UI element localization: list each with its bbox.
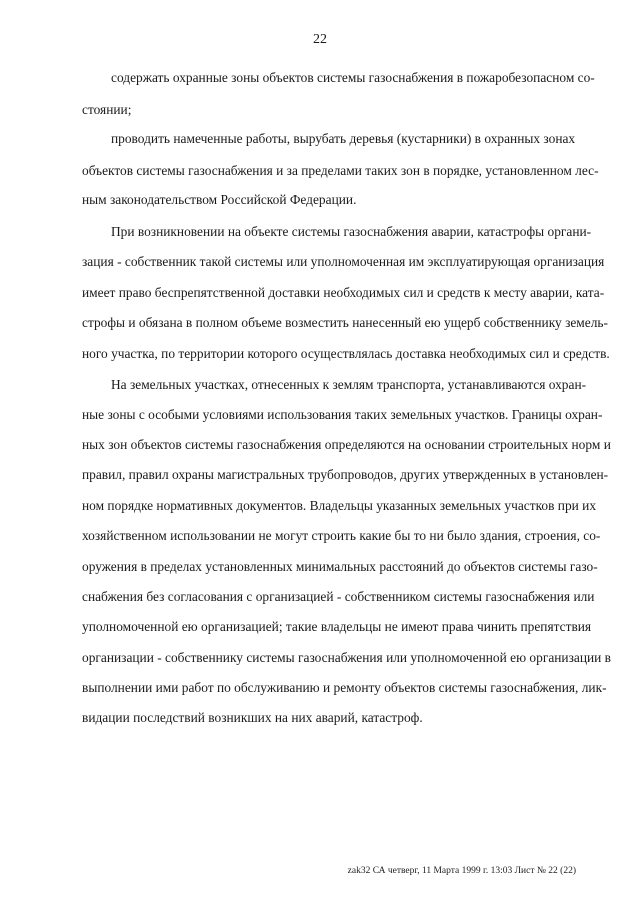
- page-number: 22: [313, 32, 327, 47]
- text-line: ных зон объектов системы газоснабжения определяются на основании строительных норм и: [82, 437, 611, 452]
- text-line: содержать охранные зоны объектов системы газоснабжения в пожаробезопасном со-: [111, 70, 595, 85]
- text-line: оружения в пределах установленных минимальных расстояний до объектов системы газо-: [82, 559, 598, 574]
- text-line: объектов системы газоснабжения и за пределами таких зон в порядке, установленном лес-: [82, 163, 599, 178]
- text-line: ного участка, по территории которого осуществлялась доставка необходимых сил и средств.: [82, 346, 610, 361]
- text-line: На земельных участках, отнесенных к землям транспорта, устанавливаются охран-: [111, 377, 587, 392]
- text-line: снабжения без согласования с организацией - собственником системы газоснабжения или: [82, 589, 595, 604]
- text-line: правил, правил охраны магистральных трубопроводов, других утвержденных в установлен-: [82, 467, 609, 482]
- text-line: строфы и обязана в полном объеме возместить нанесенный ею ущерб собственнику земель-: [82, 315, 608, 330]
- text-line: проводить намеченные работы, вырубать деревья (кустарники) в охранных зонах: [111, 131, 576, 146]
- text-line: стоянии;: [82, 102, 132, 117]
- text-line: выполнении ими работ по обслуживанию и ремонту объектов системы газоснабжения, лик-: [82, 680, 607, 695]
- text-line: При возникновении на объекте системы газоснабжения аварии, катастрофы органи-: [111, 224, 592, 239]
- text-line: ном порядке нормативных документов. Владельцы указанных земельных участков при их: [82, 498, 597, 513]
- page-footer: zak32 СА четверг, 11 Марта 1999 г. 13:03 Лист № 22 (22): [347, 866, 576, 876]
- text-line: хозяйственном использовании не могут строить какие бы то ни было здания, строения, со-: [82, 528, 601, 543]
- text-line: уполномоченной ею организацией; такие владельцы не имеют права чинить препятствия: [82, 619, 592, 634]
- text-line: имеет право беспрепятственной доставки необходимых сил и средств к месту аварии, ката-: [82, 285, 605, 300]
- text-line: ные зоны с особыми условиями использования таких земельных участков. Границы охран-: [82, 407, 603, 422]
- text-line: организации - собственнику системы газоснабжения или уполномоченной ею организации в: [82, 650, 611, 665]
- text-line: зация - собственник такой системы или уполномоченная им эксплуатирующая организация: [82, 254, 605, 269]
- text-line: видации последствий возникших на них аварий, катастроф.: [82, 710, 423, 725]
- text-line: ным законодательством Российской Федерации.: [82, 192, 357, 207]
